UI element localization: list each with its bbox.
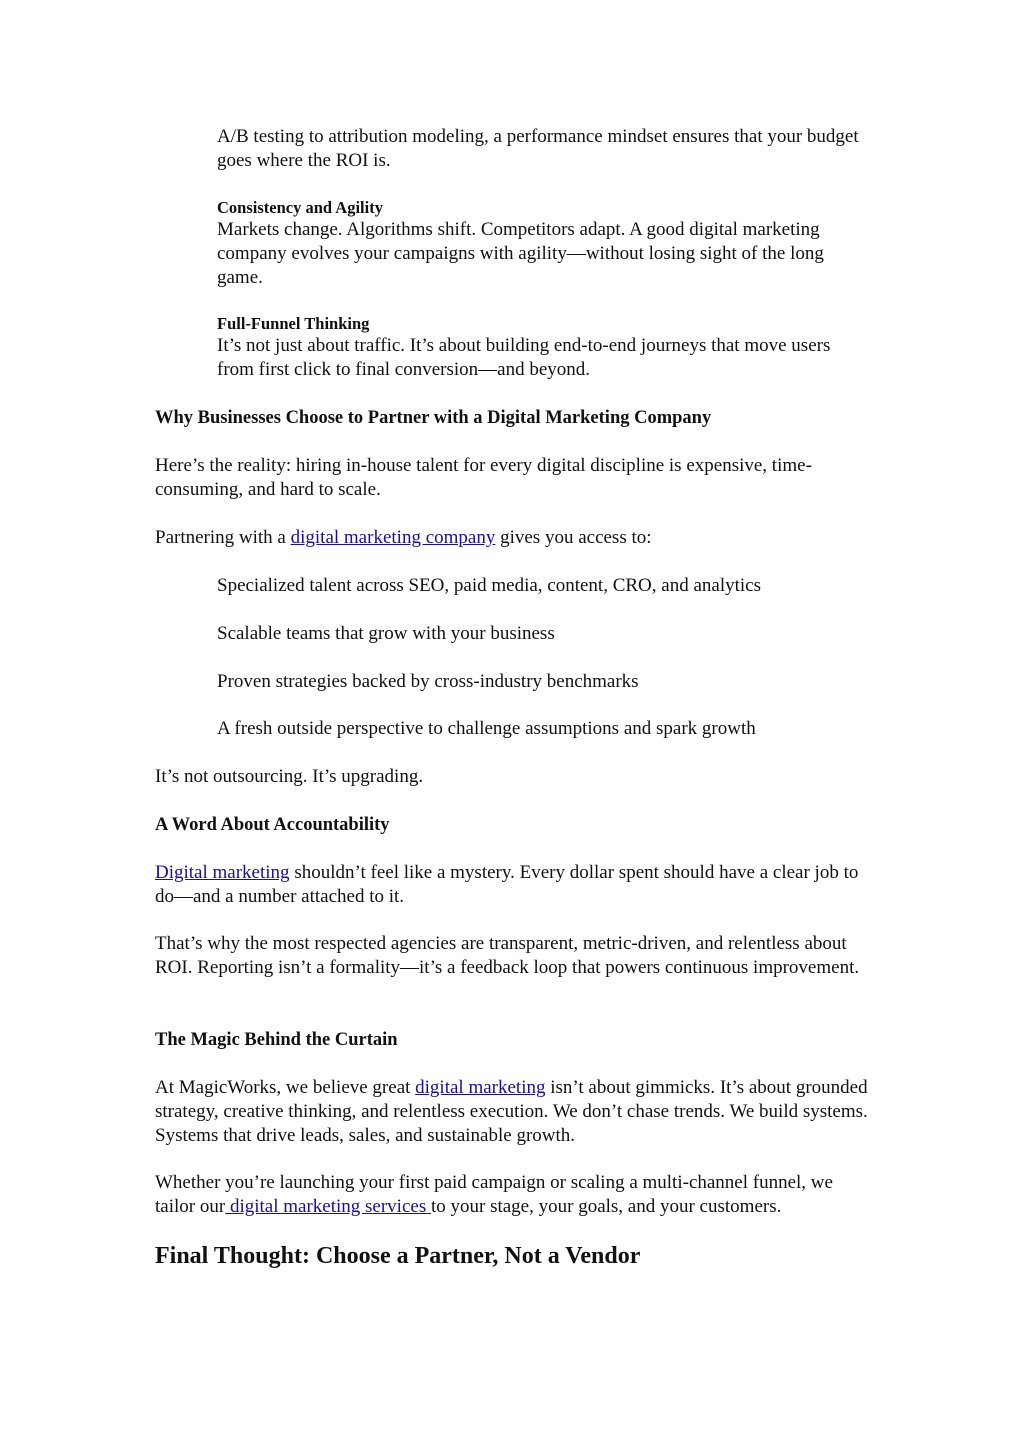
accountability-paragraph-2: That’s why the most respected agencies are transparent, metric-driven, and relentless about ROI. Reporting isn’t a formality—it’s a feedback loop that powers continuous improvement. [155, 933, 860, 978]
magic-text-after: isn’t about gimmicks. It’s about grounded strategy, creative thinking, and relentless execution. We don’t chase trends. We build systems. Systems that drive leads, sales, and sustainable growth. [155, 1077, 868, 1146]
consistency-section [217, 197, 867, 290]
digital-marketing-company-link[interactable]: digital marketing company [290, 527, 496, 548]
consistency-paragraph: Markets change. Algorithms shift. Competitors adapt. A good digital marketing company evolves your campaigns with agility—without losing sight of the long game. [217, 219, 824, 288]
magic-paragraph-1 [155, 1076, 875, 1148]
reality-paragraph: Here’s the reality: hiring in-house talent for every digital discipline is expensive, time-consuming, and hard to scale. [155, 455, 812, 500]
not-outsourcing-paragraph: It’s not outsourcing. It’s upgrading. [155, 766, 424, 787]
partnering-text-before: Partnering with a [155, 527, 291, 548]
digital-marketing-link[interactable]: Digital marketing [155, 862, 290, 883]
magic-heading: The Magic Behind the Curtain [155, 1030, 398, 1050]
digital-marketing-link-2[interactable]: digital marketing [415, 1077, 546, 1098]
benefit-item: A fresh outside perspective to challenge assumptions and spark growth [217, 718, 756, 739]
consistency-subheading: Consistency and Agility [217, 198, 383, 217]
accountability-heading: A Word About Accountability [155, 815, 390, 835]
accountability-paragraph-1 [155, 861, 875, 909]
magic-text-before: At MagicWorks, we believe great [155, 1077, 416, 1098]
full-funnel-paragraph: It’s not just about traffic. It’s about building end-to-end journeys that move users from first click to final conversion—and beyond. [217, 335, 831, 380]
final-thought-heading: Final Thought: Choose a Partner, Not a Vendor [155, 1243, 641, 1269]
accountability-text-after: shouldn’t feel like a mystery. Every dollar spent should have a clear job to do—and a number attached to it. [155, 862, 859, 907]
partnering-text-after: gives you access to: [495, 527, 652, 548]
full-funnel-section [217, 313, 867, 382]
digital-marketing-services-link[interactable]: digital marketing services [225, 1196, 431, 1217]
benefit-item: Specialized talent across SEO, paid media, content, CRO, and analytics [217, 575, 761, 596]
magic2-text-before: Whether you’re launching your first paid campaign or scaling a multi-channel funnel, we tailor our [155, 1172, 833, 1217]
intro-continued-paragraph: A/B testing to attribution modeling, a performance mindset ensures that your budget goes where the ROI is. [217, 126, 859, 171]
benefit-item: Proven strategies backed by cross-industry benchmarks [217, 671, 639, 692]
magic2-text-after: to your stage, your goals, and your customers. [430, 1196, 782, 1217]
why-partner-heading: Why Businesses Choose to Partner with a Digital Marketing Company [155, 408, 712, 428]
partnering-paragraph [155, 526, 875, 550]
benefit-item: Scalable teams that grow with your business [217, 623, 555, 644]
magic-paragraph-2 [155, 1171, 875, 1219]
full-funnel-subheading: Full-Funnel Thinking [217, 314, 370, 333]
